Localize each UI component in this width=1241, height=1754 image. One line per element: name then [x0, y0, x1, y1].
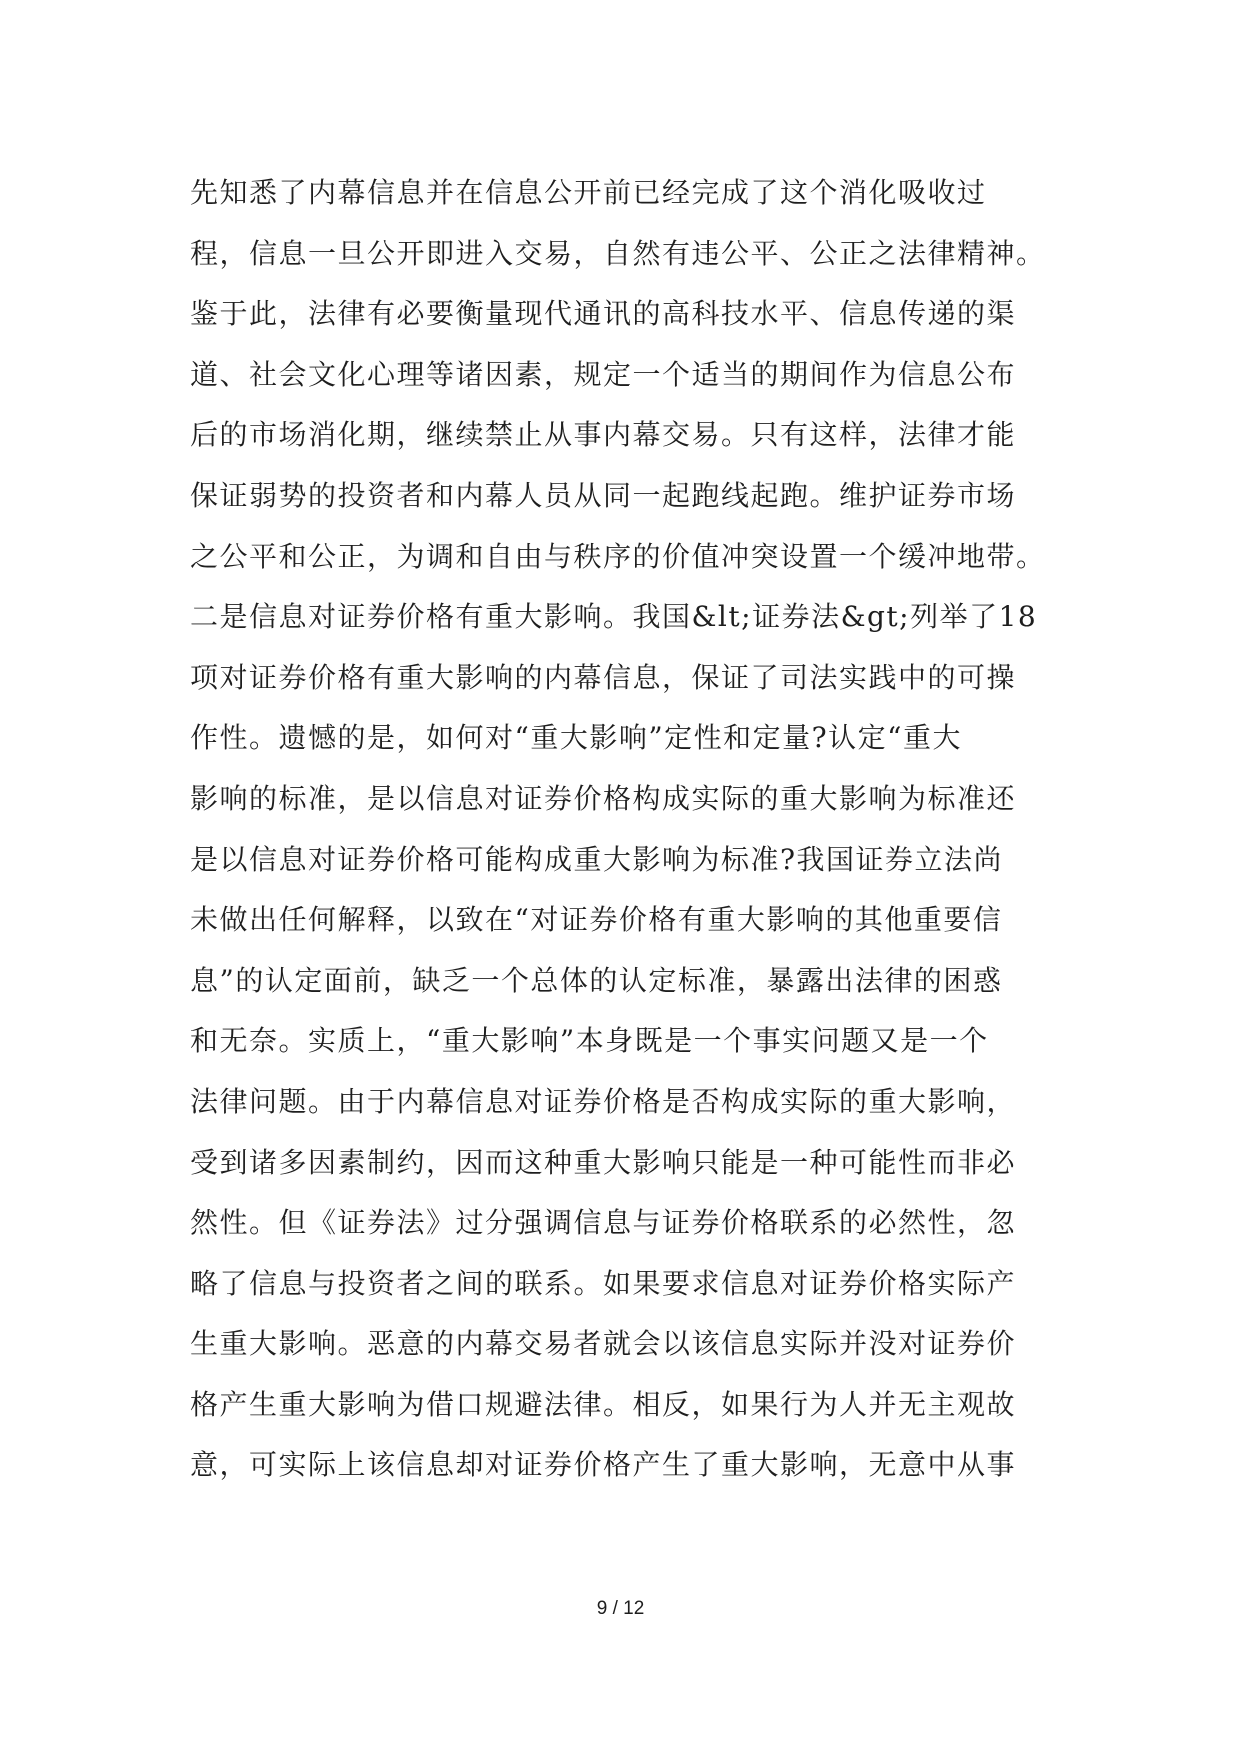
- text-line: 之公平和公正，为调和自由与秩序的价值冲突设置一个缓冲地带。: [190, 539, 1046, 573]
- text-line: 先知悉了内幕信息并在信息公开前已经完成了这个消化吸收过: [190, 176, 987, 209]
- text-line: 然性。但《证券法》过分强调信息与证券价格联系的必然性，忽: [190, 1206, 1017, 1240]
- text-line: 生重大影响。恶意的内幕交易者就会以该信息实际并没对证券价: [190, 1327, 1017, 1361]
- text-line: 受到诸多因素制约，因而这种重大影响只能是一种可能性而非必: [190, 1145, 1017, 1179]
- page-number: 9 / 12: [596, 1598, 645, 1619]
- text-line: 法律问题。由于内幕信息对证券价格是否构成实际的重大影响，: [190, 1084, 1017, 1118]
- text-line: 息”的认定面前，缺乏一个总体的认定标准，暴露出法律的困惑: [190, 963, 1003, 997]
- text-line: 二是信息对证券价格有重大影响。我国&lt;证券法&gt;列举了18: [190, 600, 1038, 634]
- text-line: 影响的标准，是以信息对证券价格构成实际的重大影响为标准还: [190, 781, 1017, 815]
- text-line: 保证弱势的投资者和内幕人员从同一起跑线起跑。维护证券市场: [190, 478, 1017, 512]
- text-line: 未做出任何解释，以致在“对证券价格有重大影响的其他重要信: [190, 903, 1003, 937]
- text-line: 和无奈。实质上，“重大影响”本身既是一个事实问题又是一个: [190, 1024, 989, 1058]
- text-line: 鉴于此，法律有必要衡量现代通讯的高科技水平、信息传递的渠: [190, 297, 1017, 331]
- text-line: 格产生重大影响为借口规避法律。相反，如果行为人并无主观故: [190, 1387, 1017, 1421]
- text-line: 程，信息一旦公开即进入交易，自然有违公平、公正之法律精神。: [190, 236, 1046, 270]
- text-line: 意，可实际上该信息却对证券价格产生了重大影响，无意中从事: [190, 1448, 1017, 1482]
- text-line: 道、社会文化心理等诸因素，规定一个适当的期间作为信息公布: [190, 357, 1017, 391]
- text-line: 项对证券价格有重大影响的内幕信息，保证了司法实践中的可操: [190, 660, 1017, 694]
- text-line: 略了信息与投资者之间的联系。如果要求信息对证券价格实际产: [190, 1266, 1017, 1300]
- text-line: 后的市场消化期，继续禁止从事内幕交易。只有这样，法律才能: [190, 418, 1017, 452]
- text-line: 作性。遗憾的是，如何对“重大影响”定性和定量?认定“重大: [190, 721, 962, 755]
- text-line: 是以信息对证券价格可能构成重大影响为标准?我国证券立法尚: [190, 842, 1004, 876]
- body-text: [190, 163, 1090, 1496]
